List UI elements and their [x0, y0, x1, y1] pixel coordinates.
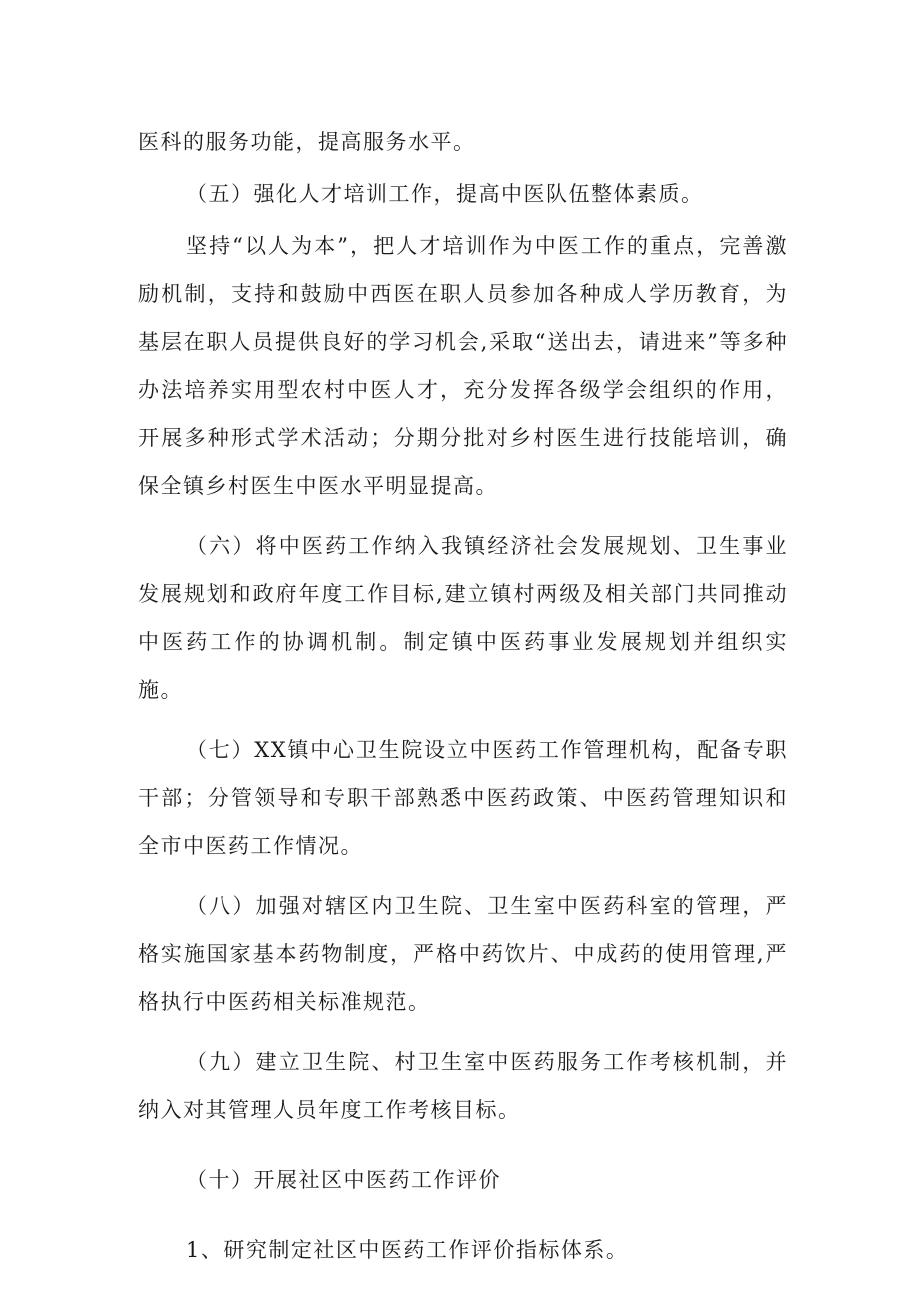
section-heading-8: （八）加强对辖区内卫生院、卫生室中医药科室的管理，严格实施国家基本药物制度，严格中药饮片、中成药的使用管理,严格执行中医药相关标准规范。	[138, 894, 788, 1014]
paragraph-talent-training: 坚持“以人为本”，把人才培训作为中医工作的重点，完善激励机制，支持和鼓励中西医在职人员参加各种成人学历教育，为基层在职人员提供良好的学习机会,采取“送出去，请进来”等多种办法培养实用型农村中医人才，充分发挥各级学会组织的作用，开展多种形式学术活动；分期分批对乡村医生进行技能培训，确保全镇乡村医生中医水平明显提高。	[138, 234, 788, 498]
document-body	[138, 118, 788, 1274]
section-heading-5: （五）强化人才培训工作，提高中医队伍整体素质。	[186, 182, 704, 206]
section-heading-9: （九）建立卫生院、村卫生室中医药服务工作考核机制，并纳入对其管理人员年度工作考核目标。	[138, 1050, 788, 1122]
section-heading-6: （六）将中医药工作纳入我镇经济社会发展规划、卫生事业发展规划和政府年度工作目标,建立镇村两级及相关部门共同推动中医药工作的协调机制。制定镇中医药事业发展规划并组织实施。	[138, 534, 788, 702]
section-heading-10: （十）开展社区中医药工作评价	[186, 1168, 501, 1192]
paragraph-continuation: 医科的服务功能，提高服务水平。	[138, 130, 476, 154]
list-item-1: 1、研究制定社区中医药工作评价指标体系。	[186, 1238, 629, 1262]
section-heading-7: （七）XX镇中心卫生院设立中医药工作管理机构，配备专职干部；分管领导和专职干部熟悉中医药政策、中医药管理知识和全市中医药工作情况。	[138, 738, 788, 858]
